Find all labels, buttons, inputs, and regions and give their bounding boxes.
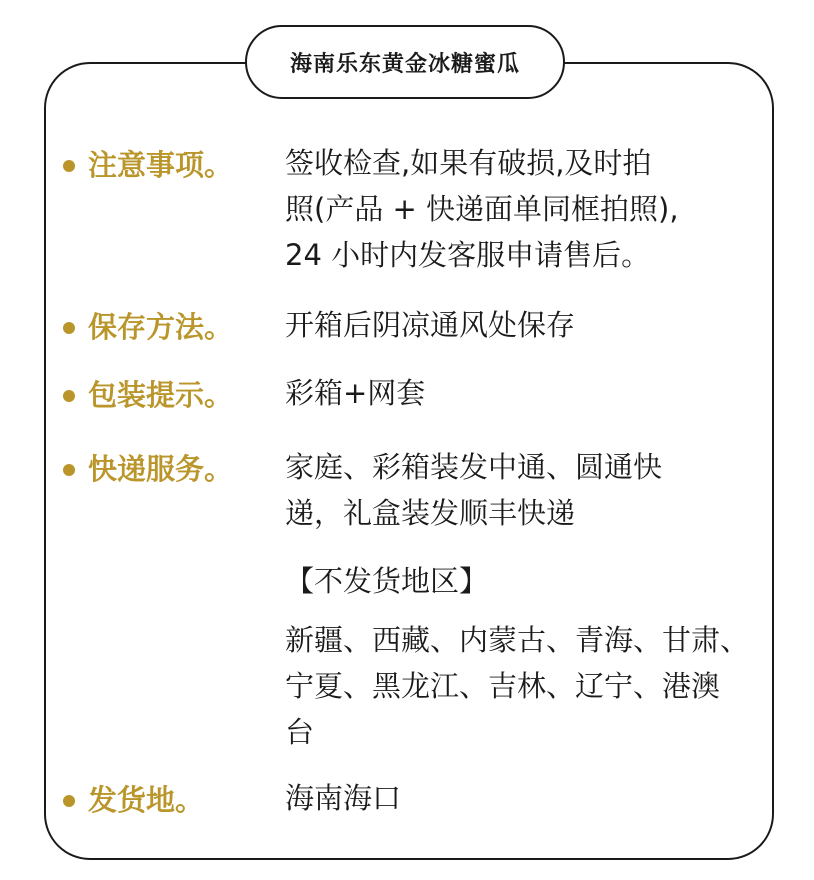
bullet-dot xyxy=(63,322,75,334)
value-line: 家庭、彩箱装发中通、圆通快 xyxy=(285,450,663,484)
label-packaging: 包装提示。 xyxy=(88,378,234,412)
value-line: 签收检查,如果有破损,及时拍 xyxy=(285,146,652,180)
value-packaging xyxy=(285,370,755,416)
value-delivery xyxy=(285,444,755,536)
label-delivery: 快递服务。 xyxy=(88,452,234,486)
value-line: 24 小时内发客服申请售后。 xyxy=(285,238,651,272)
no-ship-list xyxy=(285,617,755,755)
value-notes xyxy=(285,140,755,278)
value-line: 递，礼盒装发顺丰快递 xyxy=(285,496,576,530)
bullet-dot xyxy=(63,160,75,172)
value-origin xyxy=(285,775,755,821)
value-line: 照(产品 + 快递面单同框拍照), xyxy=(285,192,679,226)
value-line: 海南海口 xyxy=(285,781,402,815)
bullet-dot xyxy=(63,390,75,402)
label-notes: 注意事项。 xyxy=(88,148,234,182)
no-ship-heading: 【不发货地区】 xyxy=(285,564,489,598)
value-line: 新疆、西藏、内蒙古、青海、甘肃、 xyxy=(285,623,750,657)
value-line: 台 xyxy=(285,715,315,749)
page-title: 海南乐东黄金冰糖蜜瓜 xyxy=(289,51,520,77)
bullet-dot xyxy=(63,464,75,476)
value-storage xyxy=(285,302,755,348)
no-ship-section xyxy=(285,558,755,604)
label-storage: 保存方法。 xyxy=(88,310,234,344)
value-line: 开箱后阴凉通风处保存 xyxy=(285,308,576,342)
value-line: 彩箱+网套 xyxy=(285,376,426,410)
title-pill xyxy=(245,25,565,99)
label-origin: 发货地。 xyxy=(88,783,205,817)
value-line: 宁夏、黑龙江、吉林、辽宁、港澳 xyxy=(285,669,721,703)
bullet-dot xyxy=(63,795,75,807)
